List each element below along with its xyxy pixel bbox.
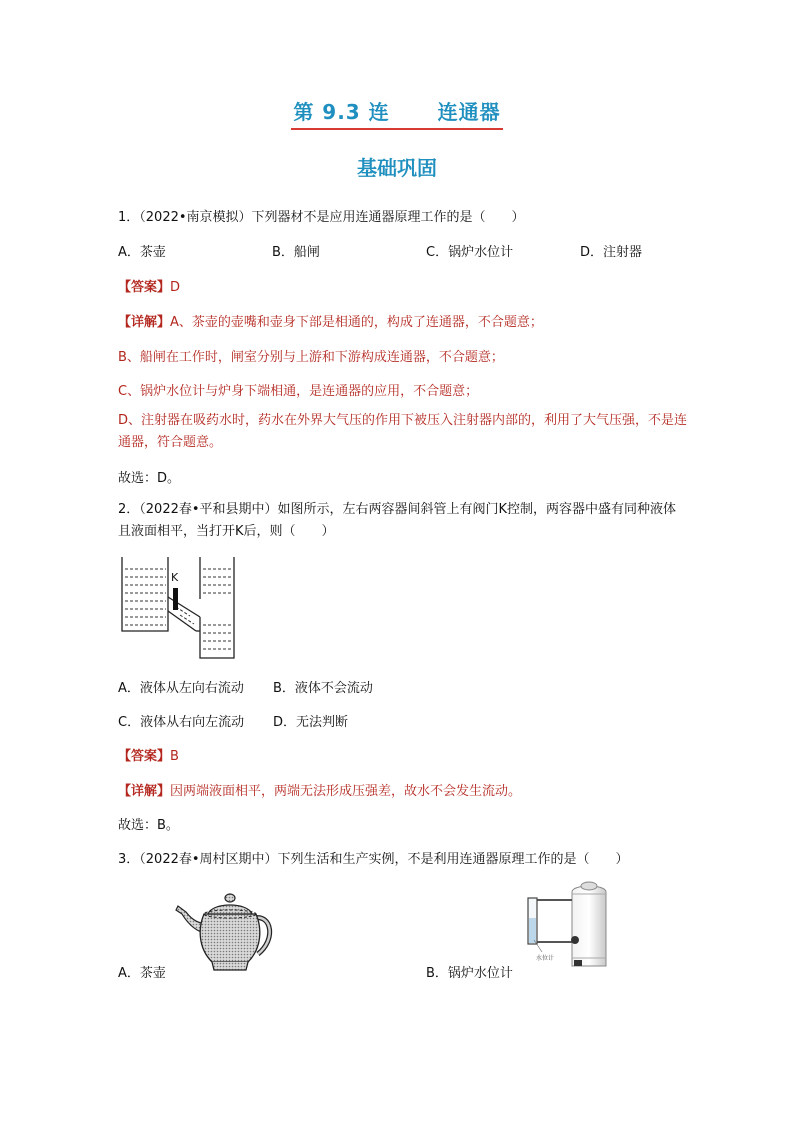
q2-stem: 2．（2022春•平和县期中）如图所示，左右两容器间斜管上有阀门K控制，两容器中盛有同种液体且液面相平，当打开K后，则（ ） (118, 502, 677, 539)
valve-label: K (171, 571, 179, 584)
q1-conclusion: 故选：D。 (118, 471, 181, 486)
q2-option-c: C．液体从右向左流动 (118, 715, 245, 730)
q2-answer-label: 【答案】 (118, 749, 171, 764)
q1-option-c: C．锅炉水位计 (426, 245, 514, 260)
q1-detail-label: 【详解】 (118, 315, 171, 330)
q1-detail-text-1: A、茶壶的壶嘴和壶身下部是相通的，构成了连通器，不合题意； (170, 315, 543, 330)
q2-option-d: D．无法判断 (273, 715, 349, 730)
valve-k (173, 588, 178, 610)
gauge-label: 水位计 (536, 955, 555, 962)
q1-option-b: B．船闸 (272, 245, 320, 260)
q3-stem: 3．（2022春•周村区期中）下列生活和生产实例，不是利用连通器原理工作的是（ ） (118, 852, 629, 867)
q2-detail-label: 【详解】 (118, 784, 171, 799)
title-part1: 第 9.3 连 (293, 100, 390, 124)
connected-containers-diagram (118, 555, 238, 663)
teapot-image (168, 884, 276, 976)
q3-option-a: A．茶壶 (118, 966, 166, 981)
q1-stem: 1．（2022•南京模拟）下列器材不是应用连通器原理工作的是（ ） (118, 210, 525, 225)
q1-option-d: D．注射器 (580, 245, 643, 260)
q2-conclusion: 故选：B。 (118, 818, 179, 833)
q1-answer-label: 【答案】 (118, 280, 171, 295)
q1-answer (118, 276, 180, 295)
q2-option-b: B．液体不会流动 (273, 681, 373, 696)
q1-detail-line-4: D、注射器在吸药水时，药水在外界大气压的作用下被压入注射器内部的，利用了大气压强，不是连通器，符合题意。 (118, 413, 688, 450)
q2-detail (118, 780, 521, 799)
q2-detail-text: 因两端液面相平，两端无法形成压强差，故水不会发生流动。 (170, 784, 522, 799)
q1-detail-line-1 (118, 311, 543, 330)
q1-detail-line-2: B、船闸在工作时，闸室分别与上游和下游构成连通器，不合题意； (118, 350, 504, 365)
title-part2: 连通器 (437, 100, 501, 124)
q2-option-a: A．液体从左向右流动 (118, 681, 244, 696)
page-title (0, 96, 794, 130)
q3-option-b: B．锅炉水位计 (426, 966, 513, 981)
q2-answer-value: B (170, 749, 179, 764)
boiler-water-gauge-image (520, 878, 620, 976)
q2-answer (118, 745, 179, 764)
q1-answer-value: D (170, 280, 181, 295)
q1-detail-line-3: C、锅炉水位计与炉身下端相通，是连通器的应用，不合题意； (118, 384, 479, 399)
section-subtitle: 基础巩固 (357, 156, 437, 180)
q1-option-a: A．茶壶 (118, 245, 166, 260)
